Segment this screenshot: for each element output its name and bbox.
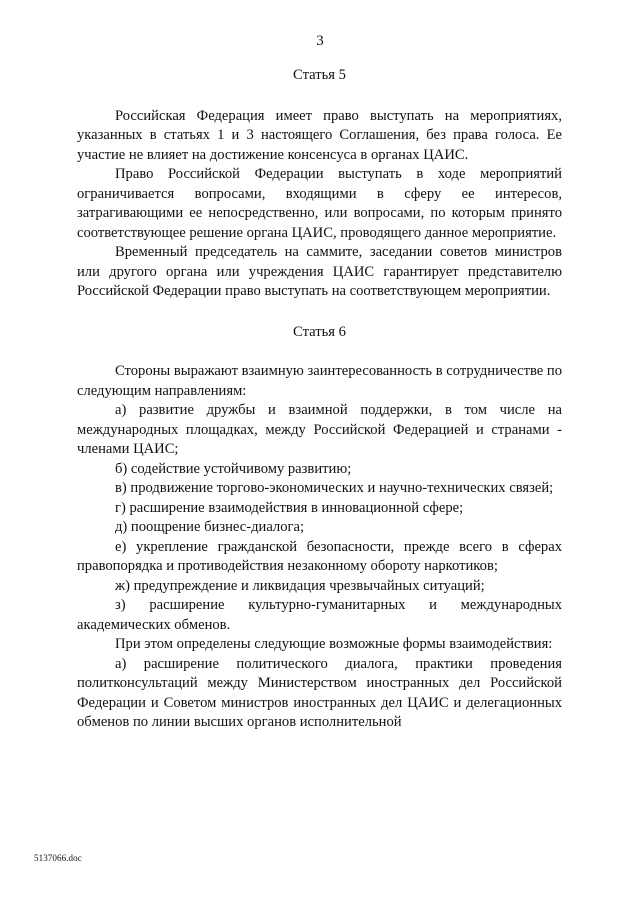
article-6-paragraph-1: Стороны выражают взаимную заинтересованность в сотрудничестве по следующим направлениям: (77, 363, 563, 399)
article-6-list-item-v: в) продвижение торгово-экономических и научно-технических связей; (115, 480, 554, 496)
article-6-list-item-g: г) расширение взаимодействия в инновационной сфере; (115, 499, 464, 516)
article-6-list-item-a: а) развитие дружбы и взаимной поддержки, в том числе на международных площадках, между Российской Федерацией и странами - членами ЦАИС; (77, 402, 562, 457)
article-5-paragraph-1: Российская Федерация имеет право выступать на мероприятиях, указанных в статьях 1 и 3 настоящего Соглашения, без права голоса. Ее участие не влияет на достижение консенсуса в органах ЦАИС. (77, 107, 562, 163)
article-6-list-item-z: з) расширение культурно-гуманитарных и международных академических обменов. (77, 597, 562, 633)
page-number: 3 (316, 33, 324, 49)
article-6-forms-item-a: а) расширение политического диалога, практики проведения политконсультаций между Министерством иностранных дел Российской Федерации и Советом министров иностранных дел ЦАИС и делегационных обменов по линии высших органов исполнительной (77, 655, 562, 730)
article-6-list-item-d: д) поощрение бизнес-диалога; (115, 519, 305, 535)
article-6-list-item-zh: ж) предупреждение и ликвидация чрезвычайных ситуаций; (115, 577, 485, 594)
article-5-paragraph-3: Временный председатель на саммите, заседании советов министров или другого органа или учреждения ЦАИС гарантирует представителю Российской Федерации право выступать на соответствующем мероприятии. (77, 244, 562, 299)
document-file-code: 5137066.doc (34, 853, 82, 863)
article-6-title: Статья 6 (293, 323, 346, 340)
article-6-list-item-e: е) укрепление гражданской безопасности, прежде всего в сферах правопорядка и противодействия незаконному обороту наркотиков; (77, 538, 562, 574)
article-5-paragraph-2: Право Российской Федерации выступать в ходе мероприятий ограничивается вопросами, входящими в сферу ее интересов, затрагивающими ее непосредственно, или вопросами, по которым принято соответствующее решение органа ЦАИС, проводящего данное мероприятие. (77, 166, 562, 241)
article-6-list-item-b: б) содействие устойчивому развитию; (115, 460, 352, 477)
document-body (77, 64, 562, 733)
article-5-title: Статья 5 (293, 67, 346, 83)
article-6-forms-intro: При этом определены следующие возможные формы взаимодействия: (115, 636, 553, 652)
